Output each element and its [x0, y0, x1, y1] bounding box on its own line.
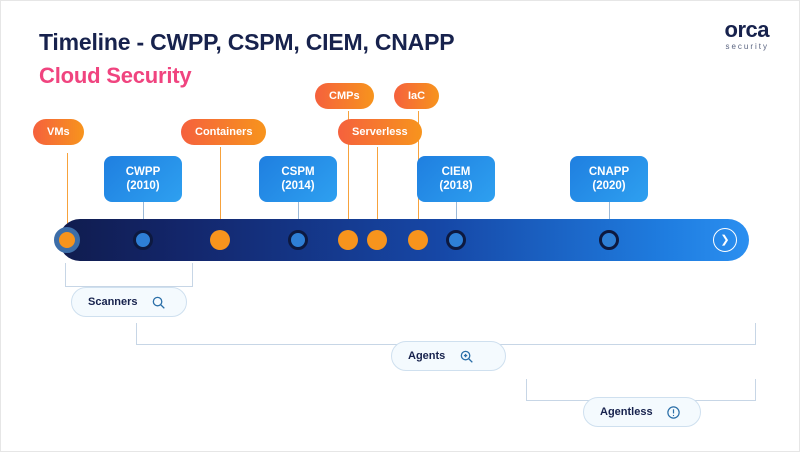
logo-tagline: security — [725, 42, 769, 51]
group-tag-scanners[interactable] — [71, 287, 187, 317]
category-name-cwpp: CWPP — [125, 166, 161, 178]
category-year-cnapp: (2020) — [592, 180, 626, 192]
group-label-scanners: Scanners — [88, 296, 138, 308]
timeline-dot-cmps[interactable] — [338, 230, 358, 250]
milestone-pill-iac[interactable]: IaC — [394, 83, 439, 109]
category-card-cspm[interactable] — [259, 156, 337, 202]
orca-logo — [725, 19, 769, 51]
category-year-ciem: (2018) — [439, 180, 473, 192]
group-label-agentless: Agentless — [600, 406, 653, 418]
connector-vms — [67, 153, 68, 233]
group-tag-agentless[interactable] — [583, 397, 701, 427]
logo-wordmark: orca — [724, 17, 769, 42]
magnifier-plus-icon — [457, 347, 475, 365]
category-name-cspm: CSPM — [281, 166, 315, 178]
group-label-agents: Agents — [408, 350, 446, 362]
category-card-cnapp[interactable] — [570, 156, 648, 202]
info-icon — [665, 403, 683, 421]
milestone-pill-containers[interactable]: Containers — [181, 119, 266, 145]
category-name-ciem: CIEM — [441, 166, 471, 178]
timeline-dot-cnapp[interactable] — [599, 230, 619, 250]
page-subtitle: Cloud Security — [39, 63, 192, 88]
milestone-pill-cmps[interactable]: CMPs — [315, 83, 374, 109]
category-card-ciem[interactable] — [417, 156, 495, 202]
timeline-dot-containers[interactable] — [210, 230, 230, 250]
magnifier-icon — [150, 293, 168, 311]
timeline-dot-serverless[interactable] — [367, 230, 387, 250]
timeline-dot-cwpp[interactable] — [133, 230, 153, 250]
timeline-dot-vms[interactable] — [54, 227, 80, 253]
group-tag-agents[interactable] — [391, 341, 506, 371]
timeline-bar — [59, 219, 749, 261]
category-card-cwpp[interactable] — [104, 156, 182, 202]
timeline-dot-ciem[interactable] — [446, 230, 466, 250]
chevron-right-icon: ❯ — [713, 228, 737, 252]
milestone-pill-vms[interactable]: VMs — [33, 119, 84, 145]
timeline-dot-iac[interactable] — [408, 230, 428, 250]
page-title: Timeline - CWPP, CSPM, CIEM, CNAPP — [39, 29, 455, 55]
timeline-dot-cspm[interactable] — [288, 230, 308, 250]
category-year-cspm: (2014) — [281, 180, 315, 192]
bracket-scanners — [65, 263, 193, 287]
category-year-cwpp: (2010) — [126, 180, 160, 192]
category-name-cnapp: CNAPP — [588, 166, 630, 178]
milestone-pill-serverless[interactable]: Serverless — [338, 119, 422, 145]
